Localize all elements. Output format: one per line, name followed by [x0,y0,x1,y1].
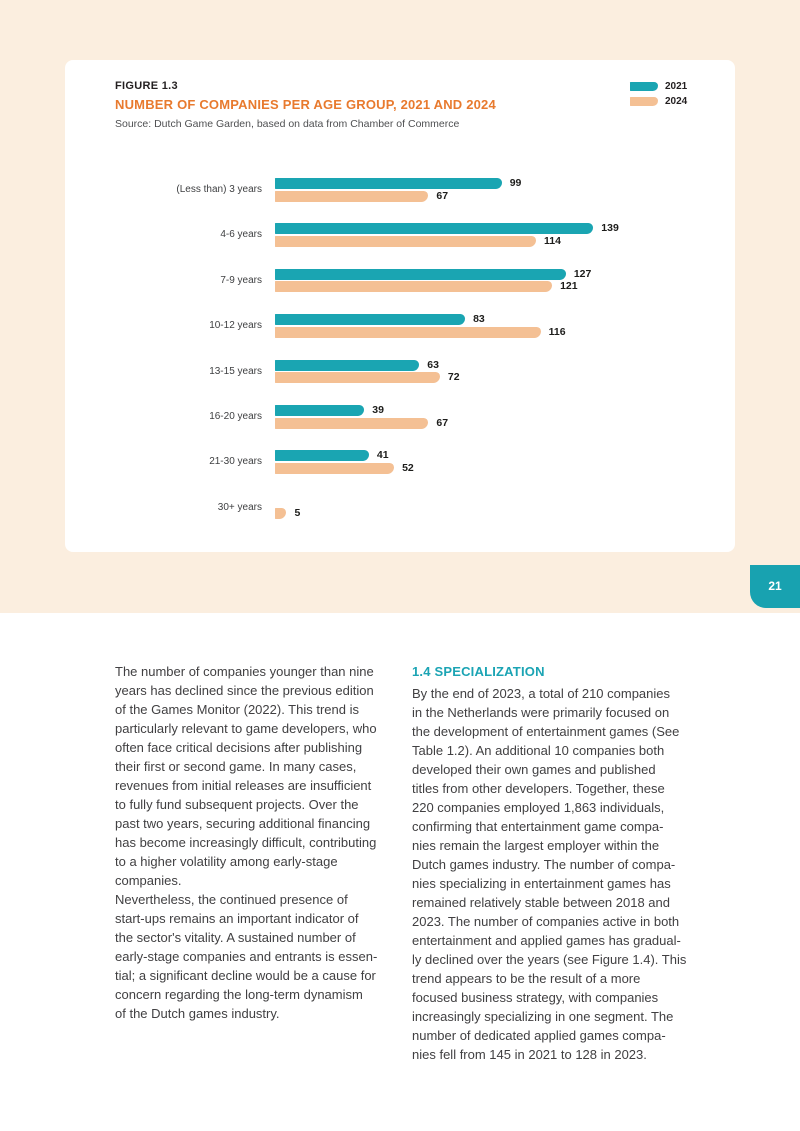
text-line: number of dedicated applied games compa- [412,1028,666,1043]
value-label: 41 [376,449,389,462]
bar-2021 [275,223,593,234]
text-line: particularly relevant to game developers, who [115,721,377,736]
text-line: the development of entertainment games (See [412,724,680,739]
text-line: past two years, securing additional financing [115,816,371,831]
text-line: has become increasingly difficult, contributing [115,835,377,850]
text-line: focused business strategy, with companies [412,990,659,1005]
text-line: tial; a significant decline would be a cause for [115,968,376,983]
value-label: 139 [601,222,619,235]
text-line: ly declined over the years (see Figure 1.4). This [412,952,687,967]
category-label: 7-9 years [220,274,262,286]
bar-2021 [275,178,502,189]
bar-2024 [275,418,428,429]
figure-card [65,60,735,552]
value-label: 52 [402,461,414,474]
text-line: in the Netherlands were primarily focused on [412,705,670,720]
bar-2024 [275,281,552,292]
category-label: 13-15 years [209,365,262,377]
bar-2024 [275,372,440,383]
bar-2021 [275,314,465,325]
bar-2021 [275,269,566,280]
value-label: 5 [294,507,301,520]
text-line: 2023. The number of companies active in both [412,914,680,929]
legend-label-2024: 2024 [665,96,688,107]
text-line: of the Dutch games industry. [115,1006,280,1021]
page-number-badge: 21 [750,565,800,608]
legend-label-2021: 2021 [665,81,688,92]
text-line: By the end of 2023, a total of 210 companies [412,686,671,701]
value-label: 116 [548,325,566,338]
text-line: The number of companies younger than nine [115,664,374,679]
text-line: Nevertheless, the continued presence of [115,892,348,907]
text-line: nies remain the largest employer within the [412,838,660,853]
text-line: years has declined since the previous edition [115,683,374,698]
value-label: 99 [509,177,522,189]
text-line: their first or second game. In many cases, [115,759,357,774]
category-label: 21-30 years [209,456,262,468]
category-label: (Less than) 3 years [176,184,262,195]
text-line: of the Games Monitor (2022). This trend is [115,702,359,717]
body-left-column [115,662,400,1023]
text-line: the sector's vitality. A sustained number of [115,930,356,945]
bar-2024 [275,327,541,338]
text-line: early-stage companies and entrants is essen- [115,949,378,964]
bar-2024 [275,191,428,202]
bar-2021 [275,360,419,371]
text-line: confirming that entertainment game compa- [412,819,664,834]
text-line: nies specializing in entertainment games has [412,876,671,891]
section-heading: 1.4 SPECIALIZATION [412,664,545,679]
value-label: 39 [372,404,384,416]
text-line: often face critical decisions after publishing [115,740,363,755]
value-label: 67 [436,416,449,429]
value-label: 67 [436,189,449,202]
right-column-text [412,684,704,1064]
bar-2021 [275,405,364,416]
text-line: entertainment and applied games has gradual- [412,933,681,948]
text-line: Dutch games industry. The number of compa- [412,857,676,872]
text-line: revenues from initial releases are insufficient [115,778,372,793]
body-right-column [412,662,704,1064]
value-label: 114 [544,234,561,247]
value-label: 72 [447,371,460,384]
text-line: concern regarding the long-term dynamism [115,987,363,1002]
bar-2021 [275,450,369,461]
bar-2024 [275,236,536,247]
figure-source: Source: Dutch Game Garden, based on data from Chamber of Commerce [115,118,460,130]
figure-label: FIGURE 1.3 [115,80,178,92]
value-label: 121 [560,280,578,293]
text-line: 220 companies employed 1,863 individuals, [412,800,665,815]
category-label: 30+ years [217,501,262,513]
category-label: 16-20 years [209,411,262,422]
value-label: 63 [427,358,439,371]
chart-area [65,60,735,552]
category-label: 10-12 years [209,320,262,332]
text-line: to fully fund subsequent projects. Over the [115,797,359,812]
text-line: increasingly specializing in one segment. The [412,1009,674,1024]
text-line: start-ups remains an important indicator of [115,911,359,926]
text-line: companies. [115,873,182,888]
value-label: 127 [573,267,592,280]
text-line: trend appears to be the result of a more [412,971,641,986]
text-line: nies fell from 145 in 2021 to 128 in 2023. [412,1047,647,1062]
text-line: to a higher volatility among early-stage [115,854,338,869]
text-line: titles from other developers. Together, these [412,781,665,796]
bar-2024 [275,463,394,474]
text-line: Table 1.2). An additional 10 companies both [412,743,665,758]
value-label: 83 [473,313,485,326]
text-line: remained relatively stable between 2018 and [412,895,671,910]
text-line: developed their own games and published [412,762,656,777]
bar-2024 [275,508,286,519]
category-label: 4-6 years [220,229,262,241]
figure-title: NUMBER OF COMPANIES PER AGE GROUP, 2021 AND 2024 [115,97,496,112]
